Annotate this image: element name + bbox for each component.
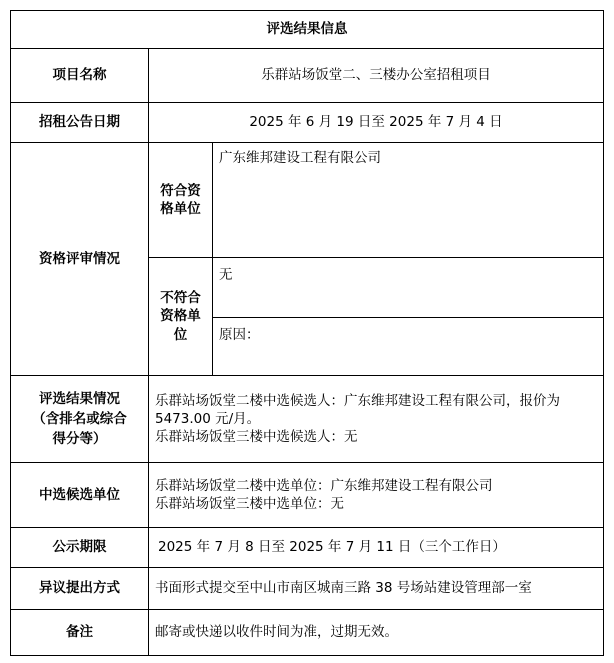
evaluation-result-label: [11, 376, 149, 463]
qualified-label-line-1: 符合资: [160, 182, 201, 199]
qualification-label: 资格评审情况: [11, 143, 149, 376]
unqualified-unit-label: [149, 258, 213, 376]
publicity-period-label: 公示期限: [11, 528, 149, 568]
evaluation-label-line-3: 得分等）: [52, 431, 107, 448]
project-name-value: 乐群站场饭堂二、三楼办公室招租项目: [149, 49, 604, 103]
unqualified-unit-value: 无: [213, 258, 604, 318]
selected-unit-label: 中选候选单位: [11, 463, 149, 528]
objection-method-label: 异议提出方式: [11, 568, 149, 610]
table-title: 评选结果信息: [11, 11, 604, 49]
qualified-unit-value: 广东维邦建设工程有限公司: [213, 143, 604, 258]
objection-method-value: 书面形式提交至中山市南区城南三路 38 号场站建设管理部一室: [149, 568, 604, 610]
selected-unit-value: [149, 463, 604, 528]
evaluation-line-2: 5473.00 元/月。: [155, 410, 261, 427]
announcement-date-value: 2025 年 6 月 19 日至 2025 年 7 月 4 日: [149, 103, 604, 143]
evaluation-label-line-2: （含排名或综合: [32, 410, 127, 427]
announcement-date-label: 招租公告日期: [11, 103, 149, 143]
qualified-unit-label: [149, 143, 213, 258]
evaluation-result-table: [10, 10, 604, 656]
remarks-value: 邮寄或快递以收件时间为准，过期无效。: [149, 610, 604, 656]
evaluation-result-value: [149, 376, 604, 463]
evaluation-label-line-1: 评选结果情况: [39, 390, 120, 407]
remarks-label: 备注: [11, 610, 149, 656]
unqualified-label-line-1: 不符合: [160, 290, 201, 307]
evaluation-line-3: 乐群站场饭堂三楼中选候选人：无: [155, 429, 358, 446]
unqualified-reason: 原因：: [213, 318, 604, 376]
publicity-period-value: 2025 年 7 月 8 日至 2025 年 7 月 11 日（三个工作日）: [149, 528, 604, 568]
unqualified-label-line-3: 位: [173, 326, 188, 343]
selected-unit-line-1: 乐群站场饭堂二楼中选单位：广东维邦建设工程有限公司: [155, 477, 493, 494]
evaluation-line-1: 乐群站场饭堂二楼中选候选人：广东维邦建设工程有限公司，报价为: [155, 392, 560, 409]
unqualified-label-line-2: 资格单: [160, 308, 201, 325]
project-name-label: 项目名称: [11, 49, 149, 103]
selected-unit-line-2: 乐群站场饭堂三楼中选单位：无: [155, 496, 344, 512]
qualified-label-line-2: 格单位: [160, 201, 201, 217]
